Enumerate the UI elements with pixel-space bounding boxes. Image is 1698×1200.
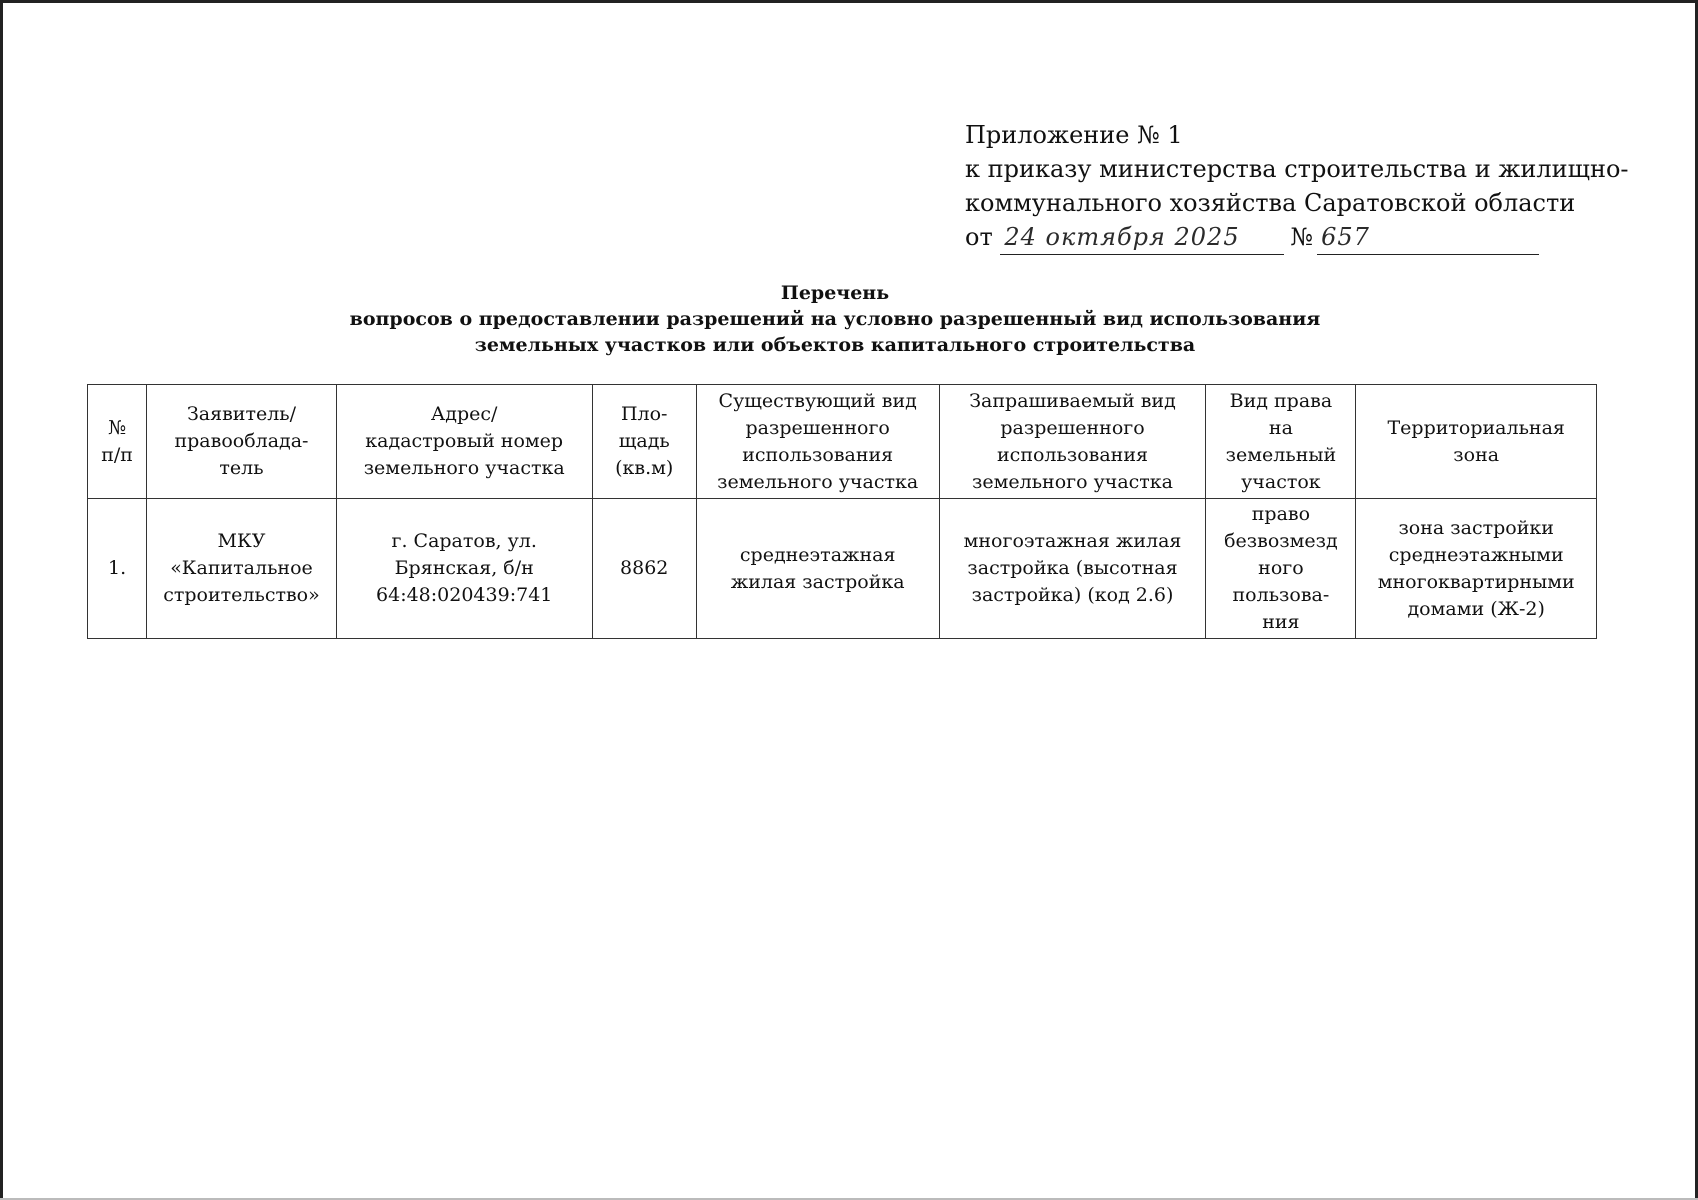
appendix-date-number-line xyxy=(965,220,1665,255)
registry-table xyxy=(87,384,1597,639)
cell-area: 8862 xyxy=(592,499,696,639)
cell-zone: зона застройки среднеэтажными многоквартирными домами (Ж-2) xyxy=(1356,499,1597,639)
appendix-block xyxy=(965,118,1665,255)
cell-address: г. Саратов, ул. Брянская, б/н 64:48:020439:741 xyxy=(336,499,592,639)
header-zone: Территориальная зона xyxy=(1356,385,1597,499)
header-address: Адрес/ кадастровый номер земельного участка xyxy=(336,385,592,499)
title-line-3: земельных участков или объектов капитального строительства xyxy=(474,334,1196,356)
header-applicant: Заявитель/ правооблада- тель xyxy=(147,385,337,499)
page-border-left xyxy=(0,0,3,1200)
cell-existing-use: среднеэтажная жилая застройка xyxy=(696,499,939,639)
handwritten-date: 24 октября 2025 xyxy=(1000,220,1284,255)
appendix-title: Приложение № 1 xyxy=(965,121,1183,149)
title-line-2: вопросов о предоставлении разрешений на условно разрешенный вид использования xyxy=(349,308,1321,330)
handwritten-number: 657 xyxy=(1317,220,1539,255)
header-num: № п/п xyxy=(88,385,147,499)
cell-applicant: МКУ «Капитальное строительство» xyxy=(147,499,337,639)
table-header-row xyxy=(88,385,1597,499)
header-requested-use: Запрашиваемый вид разрешенного использования земельного участка xyxy=(939,385,1206,499)
appendix-ministry-line: коммунального хозяйства Саратовской области xyxy=(965,189,1576,217)
cell-num: 1. xyxy=(88,499,147,639)
document-title xyxy=(100,280,1570,358)
table-row xyxy=(88,499,1597,639)
title-line-1: Перечень xyxy=(780,282,890,304)
page-border-top xyxy=(0,0,1698,3)
cell-requested-use: многоэтажная жилая застройка (высотная застройка) (код 2.6) xyxy=(939,499,1206,639)
header-area: Пло- щадь (кв.м) xyxy=(592,385,696,499)
appendix-order-line: к приказу министерства строительства и жилищно- xyxy=(965,155,1629,183)
cell-right-type: право безвозмезд ного пользова- ния xyxy=(1206,499,1356,639)
from-label: от xyxy=(965,223,993,251)
number-label: № xyxy=(1290,223,1314,251)
header-existing-use: Существующий вид разрешенного использования земельного участка xyxy=(696,385,939,499)
header-right-type: Вид права на земельный участок xyxy=(1206,385,1356,499)
